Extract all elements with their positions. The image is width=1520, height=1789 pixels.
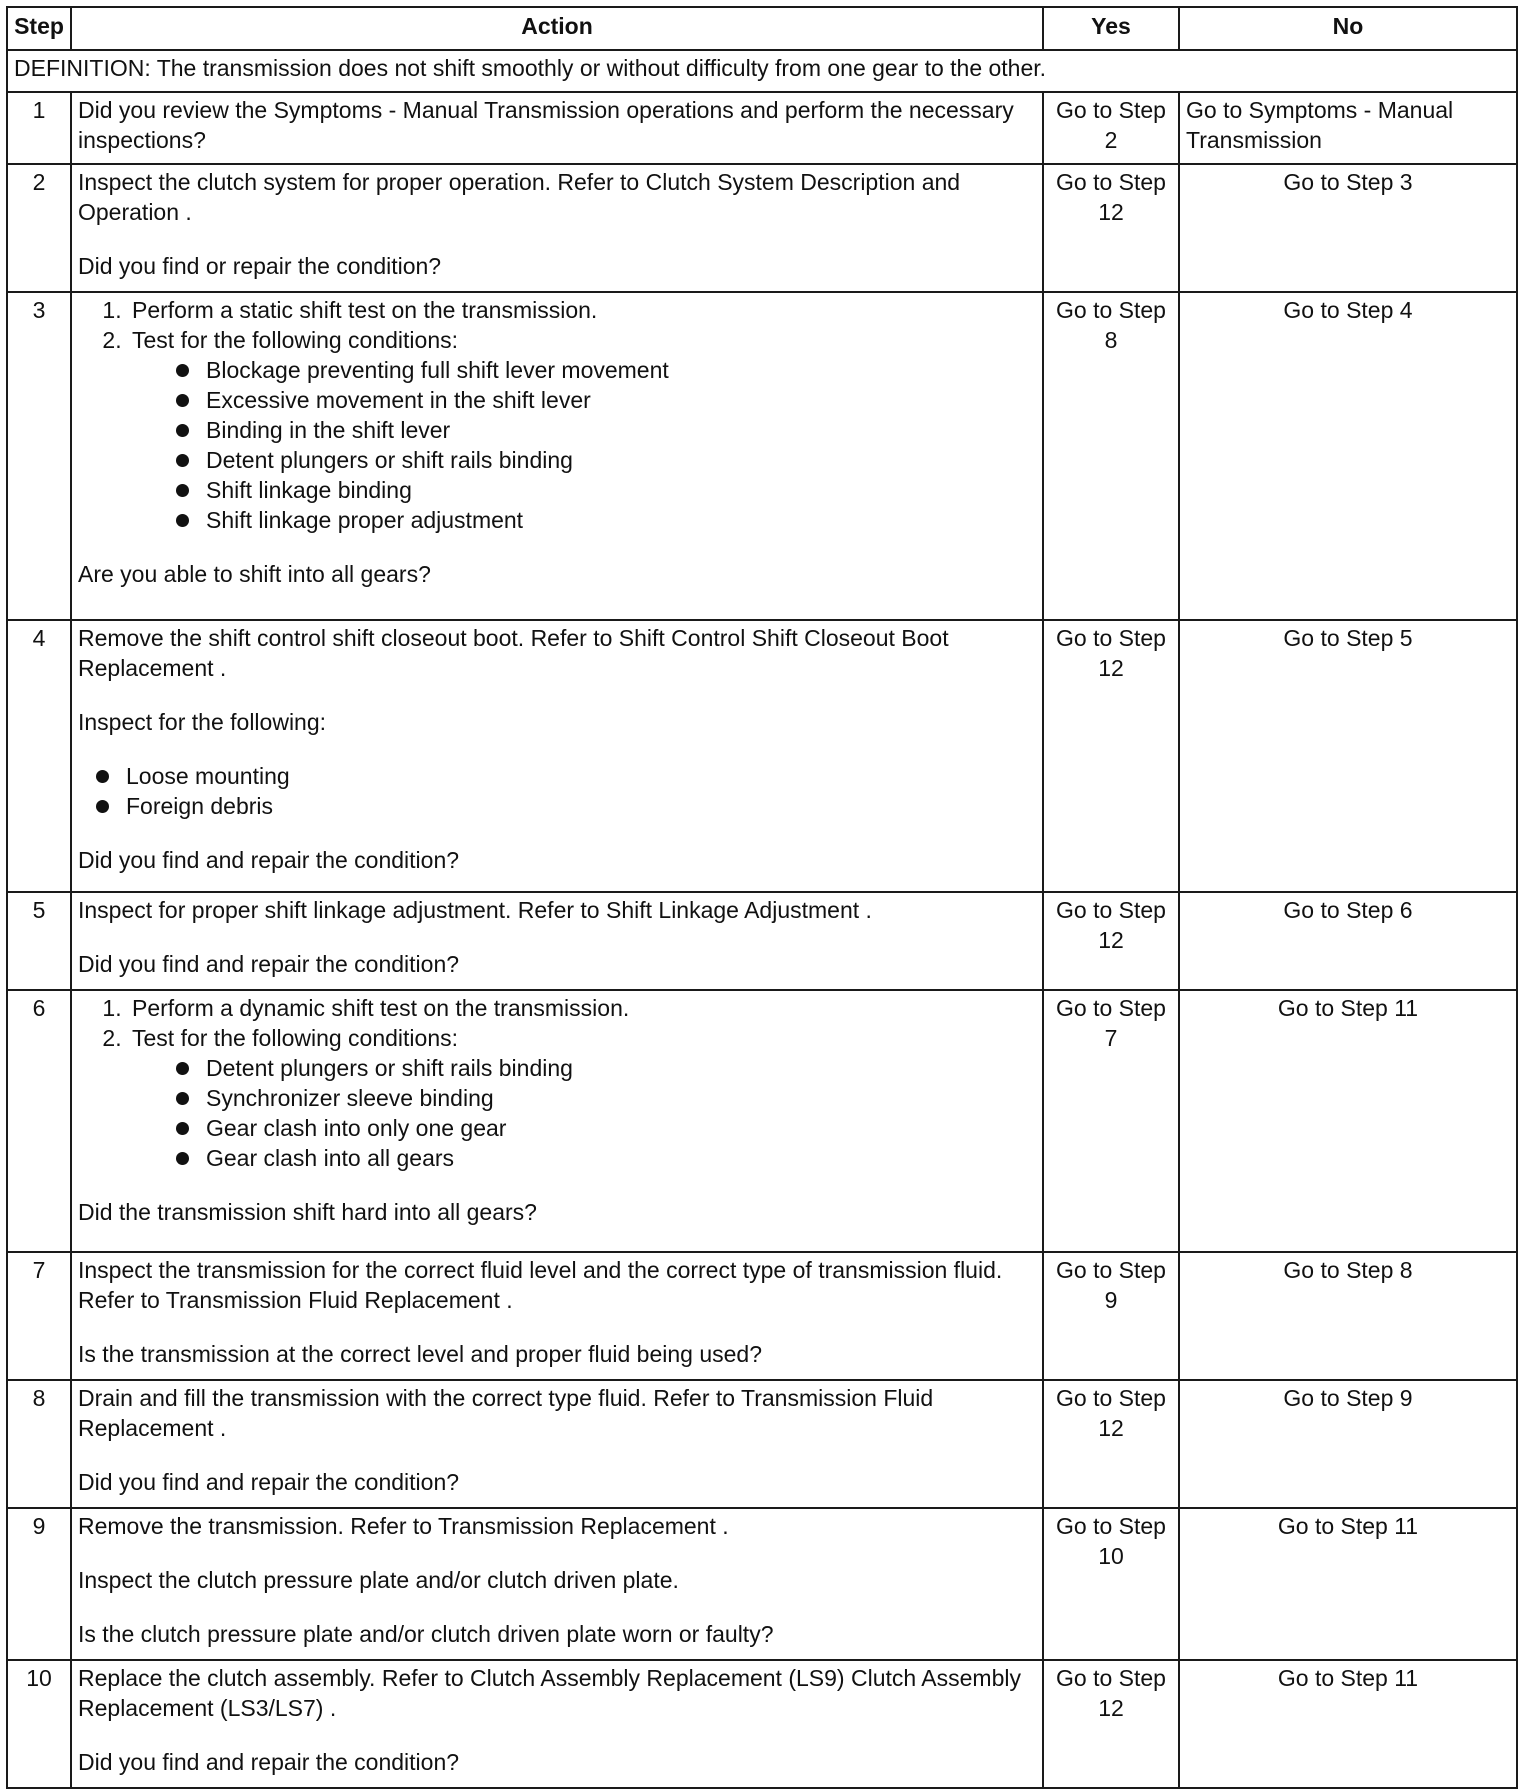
step-number: 10 (7, 1660, 71, 1788)
yes-result: Go to Step 12 (1043, 620, 1179, 892)
action-cell (71, 990, 1043, 1252)
list-item: Blockage preventing full shift lever movement (174, 355, 1036, 385)
action-text: Inspect the clutch system for proper operation. Refer to Clutch System Description and Operation . (78, 169, 961, 225)
no-result: Go to Step 3 (1179, 164, 1517, 292)
step-number: 6 (7, 990, 71, 1252)
numbered-steps (78, 295, 1036, 535)
no-result: Go to Symptoms - Manual Transmission (1179, 92, 1517, 164)
list-item: Detent plungers or shift rails binding (174, 1053, 1036, 1083)
list-item: Foreign debris (94, 791, 1036, 821)
action-cell (71, 164, 1043, 292)
action-text: Inspect for the following: (78, 709, 327, 735)
no-result: Go to Step 5 (1179, 620, 1517, 892)
table-row (7, 1252, 1517, 1380)
no-result: Go to Step 6 (1179, 892, 1517, 990)
yes-result: Go to Step 8 (1043, 292, 1179, 620)
header-row (7, 7, 1517, 50)
list-item (128, 325, 1036, 535)
action-text: Remove the transmission. Refer to Transmission Replacement . (78, 1513, 729, 1539)
step-column-header: Step (7, 7, 71, 50)
action-text: Inspect for proper shift linkage adjustment. Refer to Shift Linkage Adjustment . (78, 897, 872, 923)
yes-result: Go to Step 7 (1043, 990, 1179, 1252)
list-item: Detent plungers or shift rails binding (174, 445, 1036, 475)
action-cell (71, 620, 1043, 892)
step-number: 9 (7, 1508, 71, 1660)
condition-bullets (132, 1053, 1036, 1173)
action-cell (71, 892, 1043, 990)
inspection-bullets (78, 761, 1036, 821)
action-question: Did you find or repair the condition? (78, 253, 442, 279)
action-text: Inspect the transmission for the correct fluid level and the correct type of transmission fluid. Refer to Transmission Fluid Replacement . (78, 1257, 1003, 1313)
table-row (7, 92, 1517, 164)
step-number: 2 (7, 164, 71, 292)
action-question: Did you find and repair the condition? (78, 847, 460, 873)
yes-result: Go to Step 12 (1043, 1660, 1179, 1788)
action-cell (71, 1660, 1043, 1788)
no-result: Go to Step 4 (1179, 292, 1517, 620)
table-row (7, 164, 1517, 292)
action-cell (71, 1380, 1043, 1508)
list-item: Shift linkage proper adjustment (174, 505, 1036, 535)
list-item-text: Test for the following conditions: (132, 1025, 459, 1051)
step-number: 3 (7, 292, 71, 620)
action-cell (71, 1508, 1043, 1660)
action-cell (71, 92, 1043, 164)
yes-result: Go to Step 2 (1043, 92, 1179, 164)
yes-column-header: Yes (1043, 7, 1179, 50)
no-result: Go to Step 11 (1179, 1508, 1517, 1660)
action-question: Did you find and repair the condition? (78, 1749, 460, 1775)
no-result: Go to Step 11 (1179, 1660, 1517, 1788)
no-result: Go to Step 8 (1179, 1252, 1517, 1380)
list-item: Loose mounting (94, 761, 1036, 791)
list-item: 1. Perform a dynamic shift test on the transmission. (128, 993, 1036, 1023)
table-row (7, 1380, 1517, 1508)
no-column-header: No (1179, 7, 1517, 50)
action-column-header: Action (71, 7, 1043, 50)
list-item: Synchronizer sleeve binding (174, 1083, 1036, 1113)
definition-row (7, 50, 1517, 92)
action-text: Replace the clutch assembly. Refer to Clutch Assembly Replacement (LS9) Clutch Assembly Replacement (LS3/LS7) . (78, 1665, 1021, 1721)
table-row (7, 1660, 1517, 1788)
list-item (128, 1023, 1036, 1173)
action-question: Is the clutch pressure plate and/or clutch driven plate worn or faulty? (78, 1621, 774, 1647)
action-text: Did you review the Symptoms - Manual Transmission operations and perform the necessary inspections? (78, 97, 1014, 153)
step-number: 7 (7, 1252, 71, 1380)
definition-text: DEFINITION: The transmission does not shift smoothly or without difficulty from one gear to the other. (7, 50, 1517, 92)
list-item: Shift linkage binding (174, 475, 1036, 505)
table-row (7, 292, 1517, 620)
list-item: Gear clash into all gears (174, 1143, 1036, 1173)
list-item-text: Test for the following conditions: (132, 327, 459, 353)
list-item: 1. Perform a static shift test on the transmission. (128, 295, 1036, 325)
list-item: Binding in the shift lever (174, 415, 1036, 445)
yes-result: Go to Step 12 (1043, 164, 1179, 292)
yes-result: Go to Step 9 (1043, 1252, 1179, 1380)
step-number: 1 (7, 92, 71, 164)
action-question: Did you find and repair the condition? (78, 1469, 460, 1495)
no-result: Go to Step 11 (1179, 990, 1517, 1252)
list-item: Gear clash into only one gear (174, 1113, 1036, 1143)
table-row (7, 892, 1517, 990)
action-text: Inspect the clutch pressure plate and/or clutch driven plate. (78, 1567, 679, 1593)
yes-result: Go to Step 10 (1043, 1508, 1179, 1660)
action-question: Is the transmission at the correct level and proper fluid being used? (78, 1341, 762, 1367)
action-text: Drain and fill the transmission with the correct type fluid. Refer to Transmission Fluid Replacement . (78, 1385, 934, 1441)
step-number: 5 (7, 892, 71, 990)
action-cell (71, 292, 1043, 620)
action-question: Are you able to shift into all gears? (78, 561, 431, 587)
table-row (7, 620, 1517, 892)
table-row (7, 990, 1517, 1252)
diagnostic-table (6, 6, 1518, 1789)
action-question: Did you find and repair the condition? (78, 951, 460, 977)
numbered-steps (78, 993, 1036, 1173)
step-number: 4 (7, 620, 71, 892)
condition-bullets (132, 355, 1036, 535)
action-question: Did the transmission shift hard into all gears? (78, 1199, 537, 1225)
diagnostic-table-container (6, 6, 1516, 1789)
list-item: Excessive movement in the shift lever (174, 385, 1036, 415)
step-number: 8 (7, 1380, 71, 1508)
action-cell (71, 1252, 1043, 1380)
table-row (7, 1508, 1517, 1660)
yes-result: Go to Step 12 (1043, 892, 1179, 990)
yes-result: Go to Step 12 (1043, 1380, 1179, 1508)
no-result: Go to Step 9 (1179, 1380, 1517, 1508)
action-text: Remove the shift control shift closeout boot. Refer to Shift Control Shift Closeout Boot Replacement . (78, 625, 949, 681)
